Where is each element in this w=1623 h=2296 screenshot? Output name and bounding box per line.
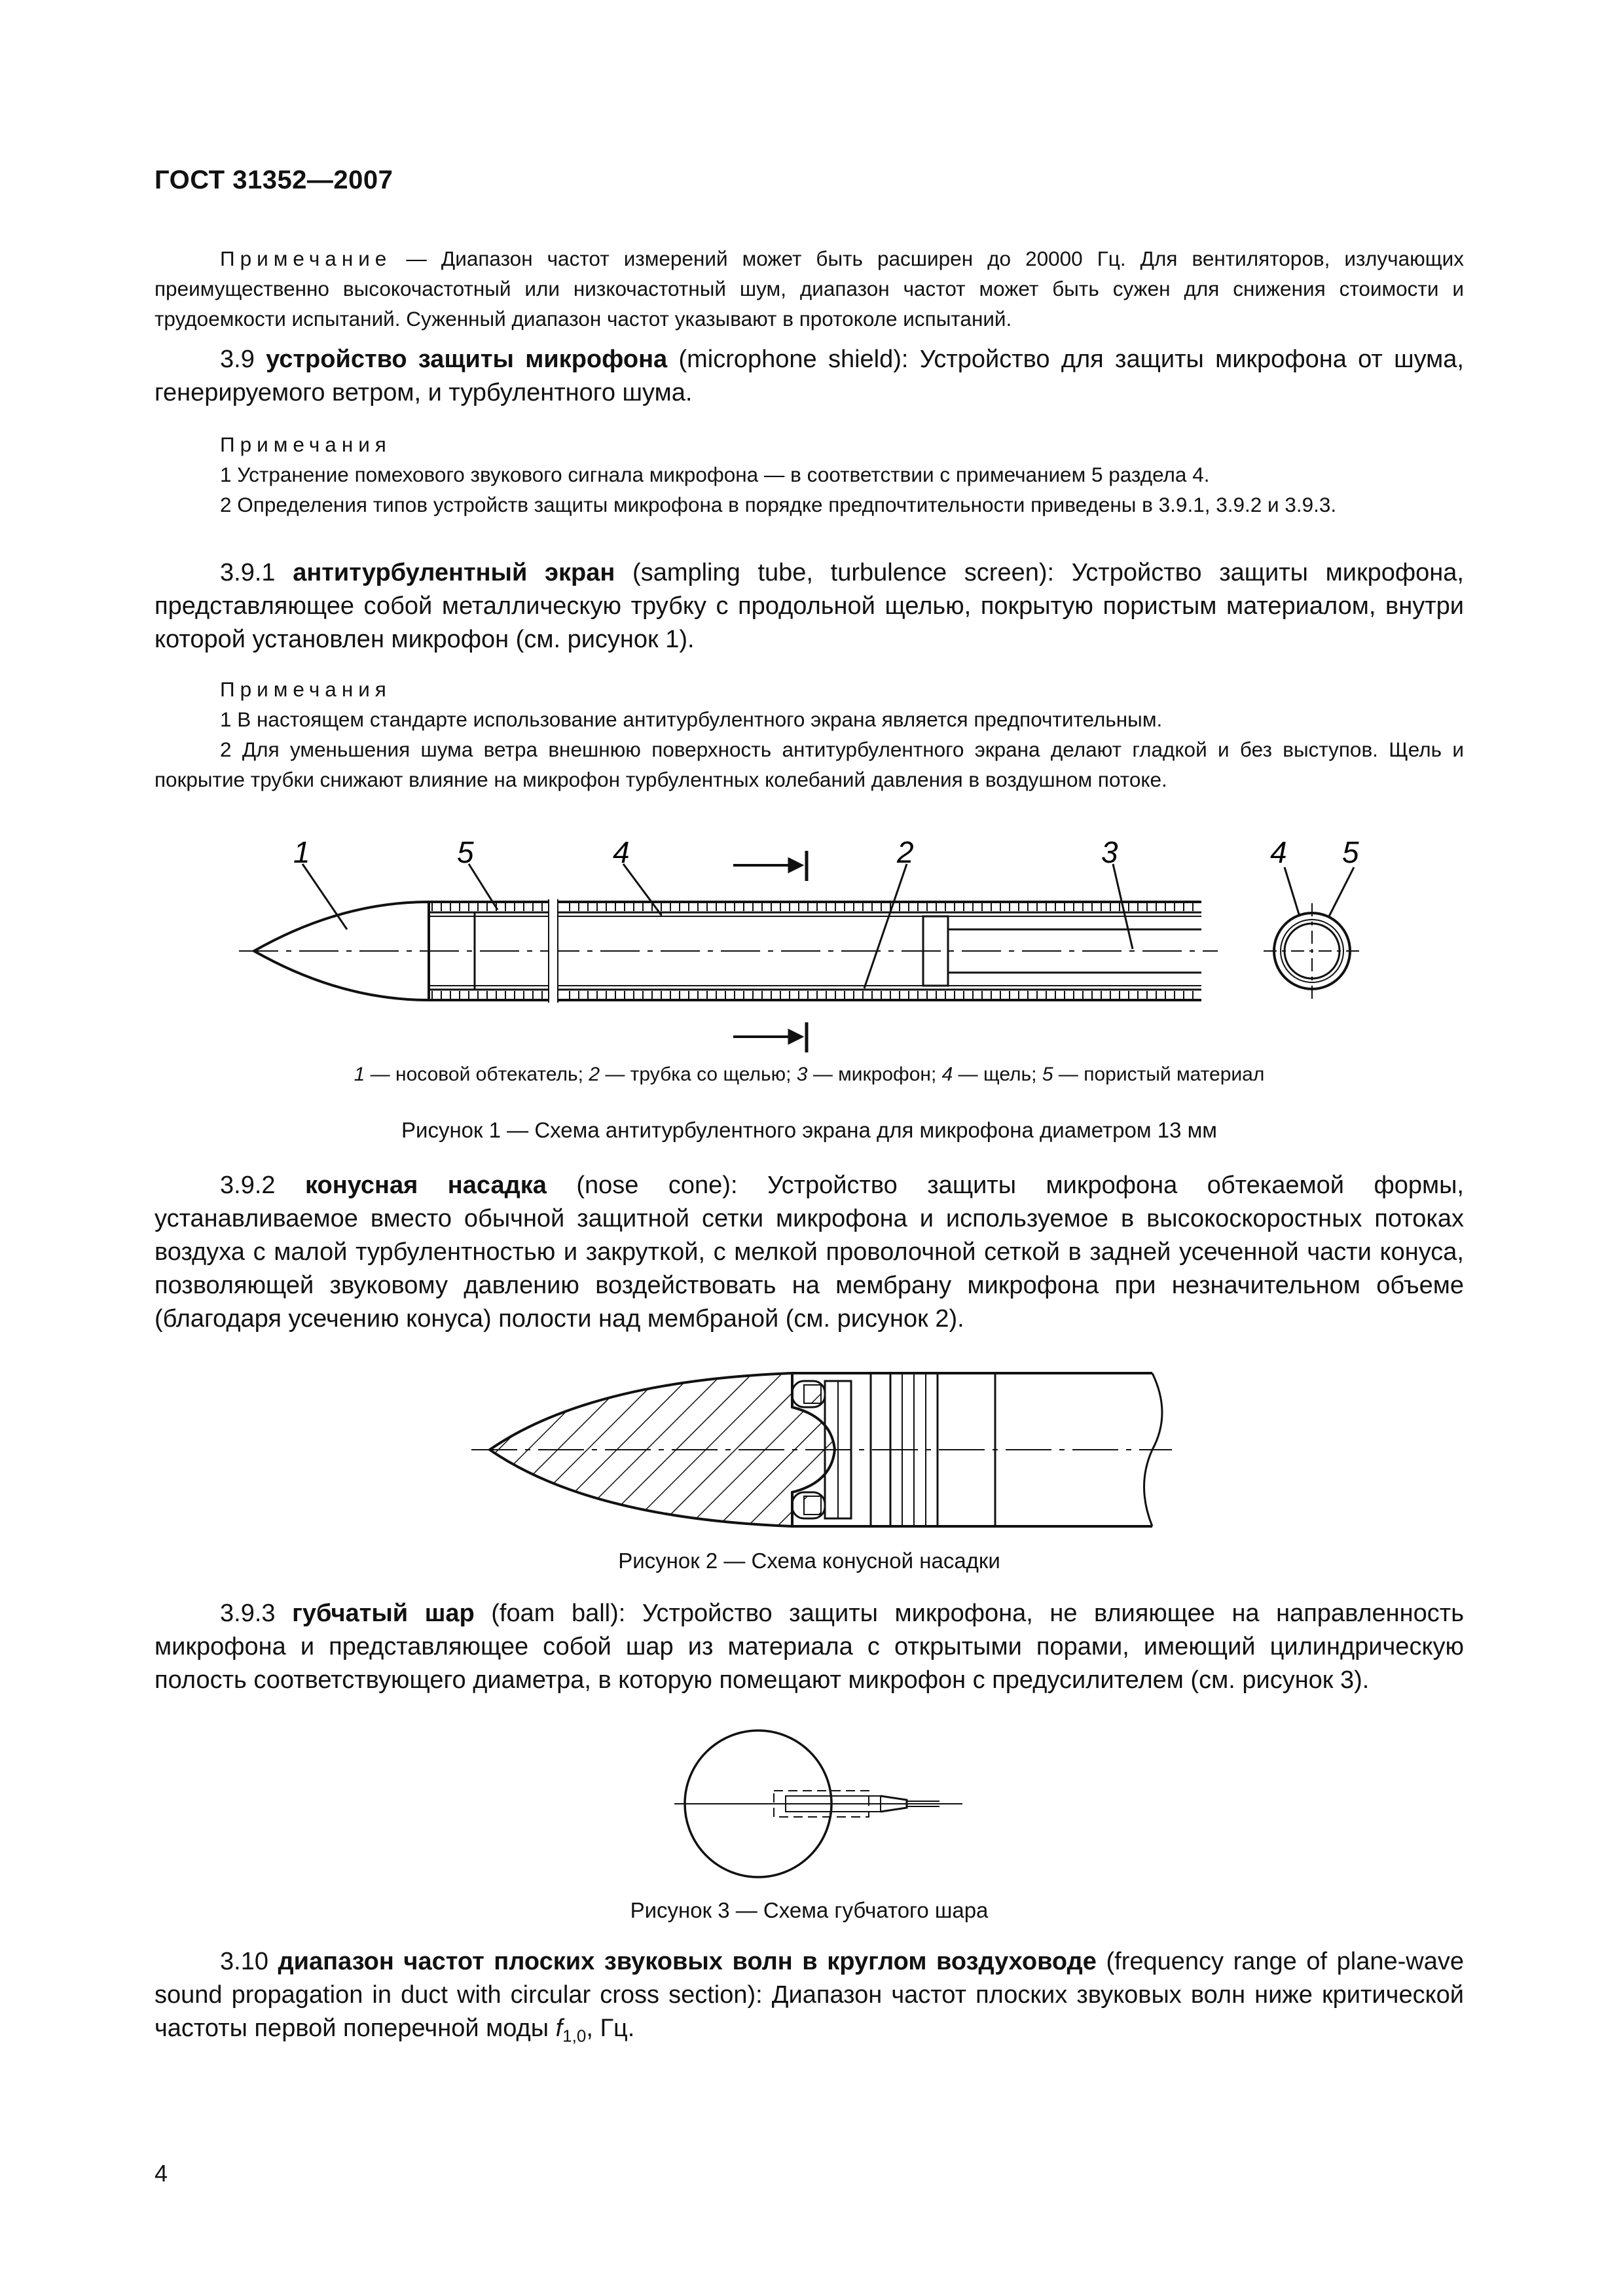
section-text: (frequency range of plane-wave sound propagation in duct with circular cross section): Диапазон частот плоских звуковых волн ниже критической частоты первой поперечной моды xyxy=(155,1948,1464,2042)
frequency-symbol: f xyxy=(555,2015,563,2042)
notes-3-9-label xyxy=(155,429,1464,459)
figure-1-label-2: 2 xyxy=(897,835,914,869)
section-text: (foam ball): Устройство защиты микрофона, не влияющее на направленность микрофона и представляющее собой шар из материала с открытыми порами, имеющий цилиндрическую полость соответствующего диаметра, в которую помещают микрофон с предусилителем (см. рисунок 3). xyxy=(155,1600,1464,1694)
note-text: — Диапазон частот измерений может быть расширен до 20000 Гц. Для вентиляторов, излучающих преимущественно высокочастотный или низкочастотный шум, диапазон частот может быть сужен для снижения стоимости и трудоемкости испытаний. Суженный диапазон частот указывают в протоколе испытаний. xyxy=(155,247,1464,331)
section-3-9 xyxy=(155,343,1464,410)
section-3-9-3 xyxy=(155,1597,1464,1697)
figure-1-legend xyxy=(155,1064,1464,1086)
legend-num: 2 xyxy=(589,1064,600,1085)
legend-text: — микрофон; xyxy=(807,1064,942,1085)
legend-num: 5 xyxy=(1042,1064,1053,1085)
figure-1-label-4b: 4 xyxy=(1270,835,1287,869)
section-number: 3.10 xyxy=(220,1948,278,1975)
legend-num: 3 xyxy=(796,1064,808,1085)
notes-3-9-item-1: 1 Устранение помехового звукового сигнала микрофона — в соответствии с примечанием 5 раздела 4. xyxy=(220,463,1210,486)
note-1 xyxy=(155,243,1464,334)
section-term: диапазон частот плоских звуковых волн в круглом воздуховоде xyxy=(278,1948,1097,1975)
notes-label: Примечания xyxy=(220,677,392,701)
figure-1-label-4: 4 xyxy=(613,835,630,869)
legend-text: — трубка со щелью; xyxy=(600,1064,797,1085)
legend-text: — носовой обтекатель; xyxy=(365,1064,589,1085)
legend-text: — щель; xyxy=(953,1064,1042,1085)
notes-3-9-1-item-2: 2 Для уменьшения шума ветра внешнюю поверхность антитурбулентного экрана делают гладкой и без выступов. Щель и покрытие трубки снижают влияние на микрофон турбулентных колебаний давления в воздушном потоке. xyxy=(155,738,1464,791)
notes-3-9-item-2: 2 Определения типов устройств защиты микрофона в порядке предпочтительности приведены в 3.9.1, 3.9.2 и 3.9.3. xyxy=(220,493,1337,516)
figure-1-label-3: 3 xyxy=(1101,835,1118,869)
section-text: (sampling tube, turbulence screen): Устройство защиты микрофона, представляющее собой металлическую трубку с продольной щелью, покрытую пористым материалом, внутри которой установлен микрофон (см. рисунок 1). xyxy=(155,559,1464,653)
figure-1-label-5b: 5 xyxy=(1342,835,1359,869)
document-header: ГОСТ 31352—2007 xyxy=(155,166,393,194)
section-term: губчатый шар xyxy=(292,1600,475,1627)
section-term: устройство защиты микрофона xyxy=(266,346,668,373)
notes-3-9-1-label xyxy=(155,674,1464,704)
note-label: Примечание xyxy=(220,247,392,270)
figure-3-foam-ball xyxy=(0,1728,1623,1885)
frequency-subscript: 1,0 xyxy=(562,2026,587,2046)
notes-3-9-1-item-1: 1 В настоящем стандарте использование антитурбулентного экрана является предпочтительным. xyxy=(220,708,1163,731)
section-term: антитурбулентный экран xyxy=(293,559,615,586)
legend-num: 4 xyxy=(941,1064,953,1085)
section-number: 3.9.3 xyxy=(220,1600,293,1627)
section-3-10 xyxy=(155,1945,1464,2053)
notes-label: Примечания xyxy=(220,433,392,456)
legend-num: 1 xyxy=(354,1064,365,1085)
section-3-9-1 xyxy=(155,556,1464,656)
figure-1-sampling-tube xyxy=(0,831,1623,1067)
section-3-9-2 xyxy=(155,1169,1464,1336)
figure-3-caption: Рисунок 3 — Схема губчатого шара xyxy=(630,1898,989,1922)
section-text: (nose cone): Устройство защиты микрофона обтекаемой формы, устанавливаемое вместо обычной защитной сетки микрофона и используемое в высокоскоростных потоках воздуха с малой турбулентностью и закруткой, с мелкой проволочной сеткой в задней усеченной части конуса, позволяющей звуковому давлению воздействовать на мембрану микрофона при незначительном объеме (благодаря усечению конуса) полости над мембраной (см. рисунок 2). xyxy=(155,1172,1464,1333)
section-number: 3.9.2 xyxy=(220,1172,306,1199)
section-number: 3.9 xyxy=(220,346,266,373)
legend-text: — пористый материал xyxy=(1053,1064,1265,1085)
page-number: 4 xyxy=(155,2160,168,2187)
section-number: 3.9.1 xyxy=(220,559,293,586)
section-text: (microphone shield): Устройство для защиты микрофона от шума, генерируемого ветром, и турбулентного шума. xyxy=(155,346,1464,406)
figure-1-label-5: 5 xyxy=(457,835,474,869)
section-term: конусная насадка xyxy=(305,1172,547,1199)
figure-2-caption: Рисунок 2 — Схема конусной насадки xyxy=(618,1549,1000,1573)
figure-1-caption: Рисунок 1 — Схема антитурбулентного экрана для микрофона диаметром 13 мм xyxy=(401,1118,1217,1142)
section-tail: , Гц. xyxy=(586,2015,635,2042)
figure-1-label-1: 1 xyxy=(293,835,310,869)
figure-2-nose-cone xyxy=(0,1355,1623,1551)
